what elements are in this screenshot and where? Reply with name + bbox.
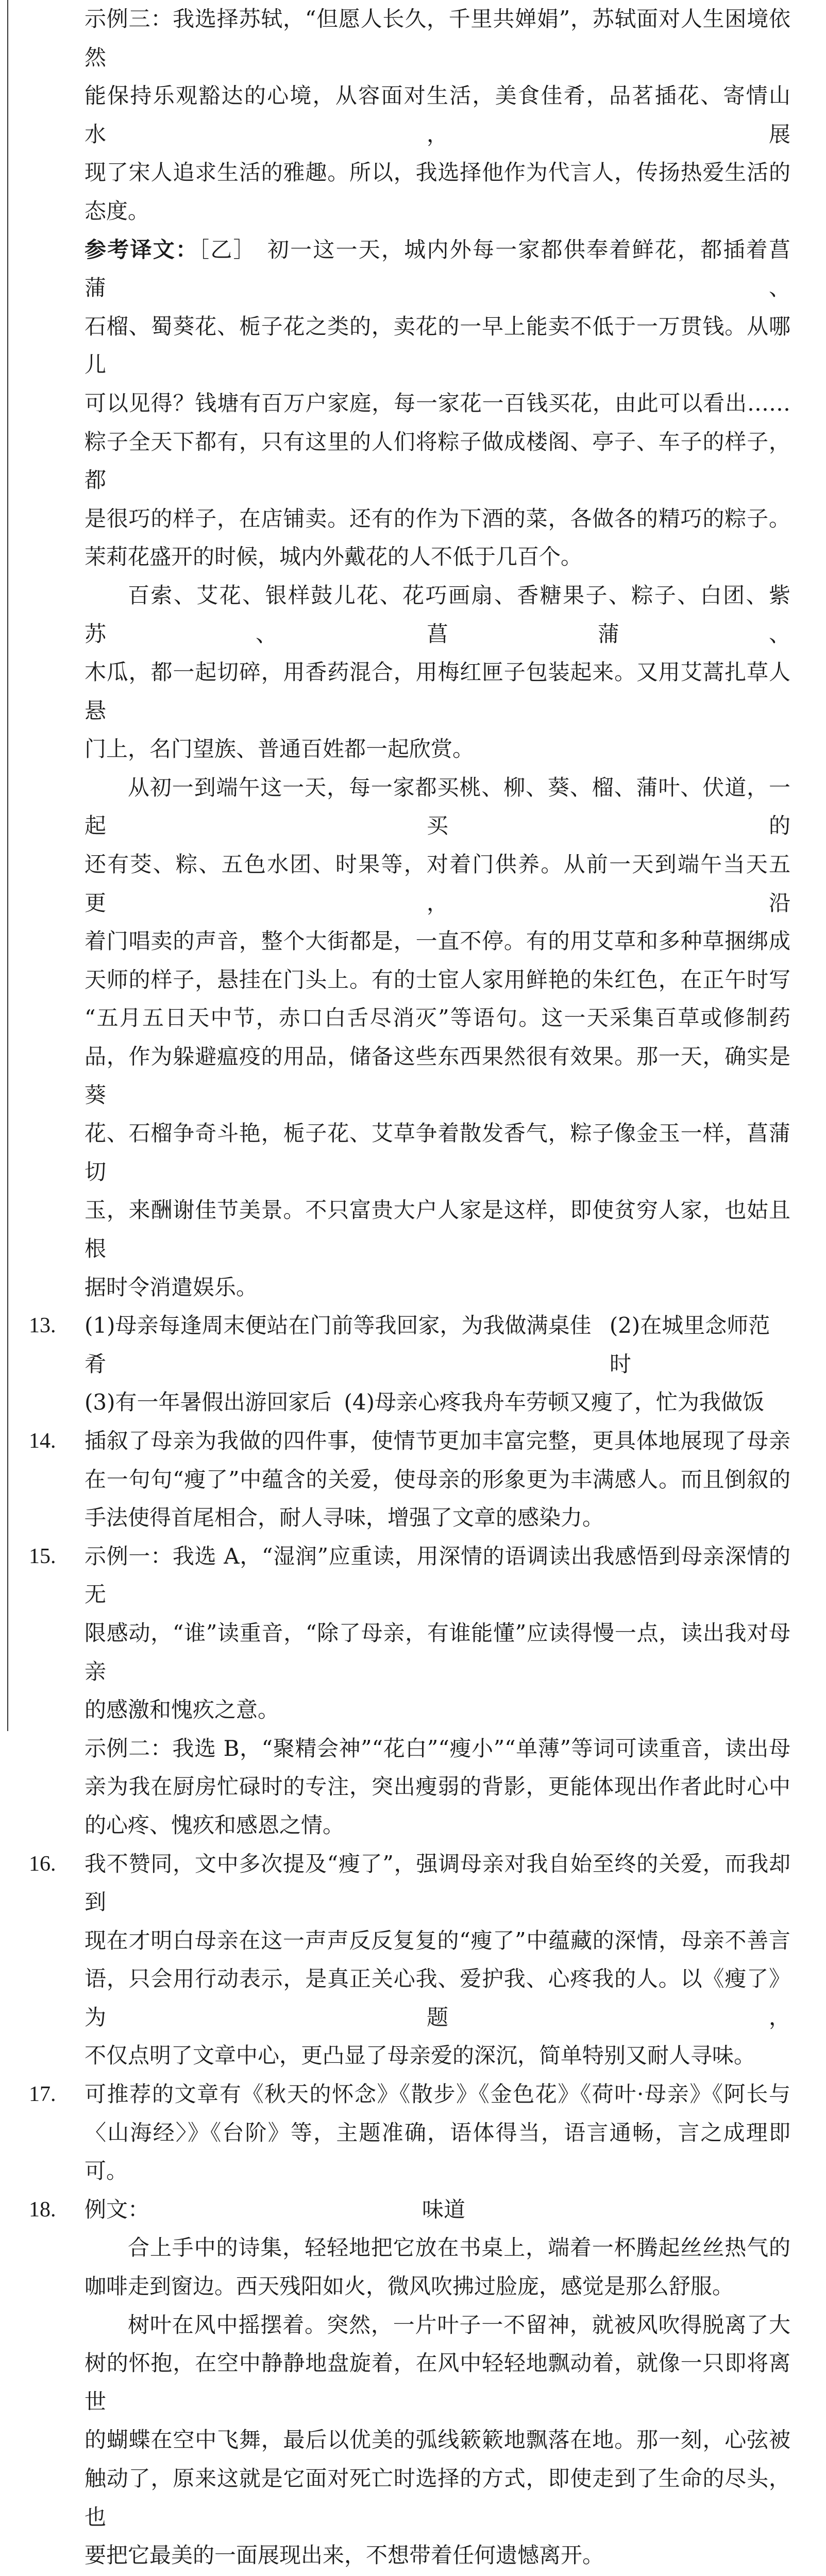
text-line: 合上手中的诗集，轻轻地把它放在书桌上，端着一杯腾起丝丝热气的 bbox=[128, 2235, 790, 2261]
reference-translation bbox=[85, 231, 790, 1307]
text-line: 茉莉花盛开的时候，城内外戴花的人不低于几百个。 bbox=[85, 544, 583, 570]
section-tag: ［乙］ bbox=[198, 236, 256, 262]
text-line: 是很巧的样子，在店铺卖。还有的作为下酒的菜，各做各的精巧的粽子。 bbox=[85, 505, 790, 531]
text-line: 语，只会用行动表示，是真正关心我、爱护我、心疼我的人。以《瘦了》为题， bbox=[85, 1966, 790, 2030]
answer-17 bbox=[29, 2075, 790, 2191]
text-line: “五月五日天中节，赤口白舌尽消灭”等语句。这一天采集百草或修制药 bbox=[85, 1005, 790, 1031]
question-number: 14. bbox=[29, 1429, 56, 1453]
text-line: 能保持乐观豁达的心境，从容面对生活，美食佳肴，品茗插花、寄情山水，展 bbox=[85, 83, 790, 147]
text-line: 可推荐的文章有《秋天的怀念》《散步》《金色花》《荷叶·母亲》《阿长与 bbox=[85, 2081, 790, 2107]
text-line: 据时令消遣娱乐。 bbox=[85, 1274, 258, 1300]
essay-label: 例文： bbox=[85, 2196, 150, 2222]
question-number: 17. bbox=[29, 2082, 56, 2107]
text-line: 示例一：我选 A，“湿润”应重读，用深情的语调读出我感悟到母亲深情的无 bbox=[85, 1543, 790, 1607]
text-line: 在一句句“瘦了”中蕴含的关爱，使母亲的形象更为丰满感人。而且倒叙的 bbox=[85, 1466, 790, 1492]
text-line: 亲为我在厨房忙碌时的专注，突出瘦弱的背影，更能体现出作者此时心中 bbox=[85, 1774, 790, 1800]
text-line: 天师的样子，悬挂在门头上。有的士宦人家用鲜艳的朱红色，在正午时写 bbox=[85, 967, 790, 992]
question-number: 13. bbox=[29, 1314, 56, 1338]
text-line: 现在才明白母亲在这一声声反反复复的“瘦了”中蕴藏的深情，母亲不善言 bbox=[85, 1927, 790, 1953]
text-line: 木瓜，都一起切碎，用香药混合，用梅红匣子包装起来。又用艾蒿扎草人悬 bbox=[85, 659, 790, 723]
text-line: 不仅点明了文章中心，更凸显了母亲爱的深沉，简单特别又耐人寻味。 bbox=[85, 2043, 756, 2069]
text-line: 品，作为躲避瘟疫的用品，储备这些东西果然很有效果。那一天，确实是葵 bbox=[85, 1044, 790, 1108]
essay-title-row bbox=[85, 2191, 790, 2229]
text-line: 粽子全天下都有，只有这里的人们将粽子做成楼阁、亭子、车子的样子，都 bbox=[85, 429, 790, 493]
essay-title: 味道 bbox=[422, 2196, 466, 2222]
question-number: 18. bbox=[29, 2197, 56, 2222]
text-line: 示例三：我选择苏轼，“但愿人长久，千里共婵娟”，苏轼面对人生困境依然 bbox=[85, 6, 790, 70]
text-line: 的感激和愧疚之意。 bbox=[85, 1697, 280, 1723]
text-line: 着门唱卖的声音，整个大街都是，一直不停。有的用艾草和多种草捆绑成 bbox=[85, 928, 790, 954]
text-line: 百索、艾花、银样鼓儿花、花巧画扇、香糖果子、粽子、白团、紫苏、菖蒲、 bbox=[85, 582, 790, 647]
text-line: 要把它最美的一面展现出来，不想带着任何遗憾离开。 bbox=[85, 2543, 604, 2568]
question-number: 15. bbox=[29, 1544, 56, 1568]
answer-13 bbox=[29, 1307, 790, 1422]
text-line: 插叙了母亲为我做的四件事，使情节更加丰富完整，更具体地展现了母亲 bbox=[85, 1428, 790, 1453]
answer-18 bbox=[29, 2191, 790, 2576]
text-line: 可以见得？钱塘有百万户家庭，每一家花一百钱买花，由此可以看出…… bbox=[85, 390, 790, 416]
question-number: 16. bbox=[29, 1852, 56, 1876]
text-line: 门上，名门望族、普通百姓都一起欣赏。 bbox=[85, 736, 475, 762]
text-line: 石榴、蜀葵花、栀子花之类的，卖花的一早上能卖不低于一万贯钱。从哪儿 bbox=[85, 313, 790, 378]
text-line: 树的怀抱，在空中静静地盘旋着，在风中轻轻地飘动着，就像一只即将离世 bbox=[85, 2350, 790, 2414]
answer-page bbox=[29, 0, 790, 2576]
text-line: 示例二：我选 B，“聚精会神”“花白”“瘦小”“单薄”等词可读重音，读出母 bbox=[85, 1735, 790, 1761]
text-line: (3)有一年暑假出游回家后 (4)母亲心疼我舟车劳顿又瘦了，忙为我做饭 bbox=[85, 1389, 764, 1415]
text-line: 〈山海经〉》《台阶》等，主题准确，语体得当，语言通畅，言之成理即可。 bbox=[85, 2120, 790, 2184]
text-line: 树叶在风中摇摆着。突然，一片叶子一不留神，就被风吹得脱离了大 bbox=[128, 2312, 790, 2337]
text-line: (1)母亲每逢周末便站在门前等我回家，为我做满桌佳肴 (2)在城里念师范时 bbox=[85, 1313, 770, 1377]
text-line: 手法使得首尾相合，耐人寻味，增强了文章的感染力。 bbox=[85, 1505, 604, 1531]
text-line: 现了宋人追求生活的雅趣。所以，我选择他作为代言人，传扬热爱生活的态度。 bbox=[85, 160, 790, 224]
answer-15 bbox=[29, 1537, 790, 1845]
text-line: 的蝴蝶在空中飞舞，最后以优美的弧线簌簌地飘落在地。那一刻，心弦被 bbox=[85, 2427, 790, 2453]
answer-14 bbox=[29, 1422, 790, 1537]
text-line: 玉，来酬谢佳节美景。不只富贵大户人家是这样，即使贫穷人家，也姑且根 bbox=[85, 1197, 790, 1261]
text-line: 参考译文：［乙］ 初一这一天，城内外每一家都供奉着鲜花，都插着菖蒲、 bbox=[85, 236, 790, 301]
text-line: 咖啡走到窗边。西天残阳如火，微风吹拂过脸庞，感觉是那么舒服。 bbox=[85, 2274, 734, 2299]
text-line: 限感动，“谁”读重音，“除了母亲，有谁能懂”应读得慢一点，读出我对母亲 bbox=[85, 1620, 790, 1684]
translation-label: 参考译文： bbox=[85, 236, 199, 262]
text-line: 花、石榴争奇斗艳，栀子花、艾草争着散发香气，粽子像金玉一样，菖蒲切 bbox=[85, 1121, 790, 1184]
text-line bbox=[85, 2575, 790, 2576]
left-margin-rule bbox=[7, 0, 8, 1731]
text-line: 从初一到端午这一天，每一家都买桃、柳、葵、榴、蒲叶、伏道，一起买的 bbox=[85, 774, 790, 839]
answer-16 bbox=[29, 1845, 790, 2076]
text-line: 我不赞同，文中多次提及“瘦了”，强调母亲对我自始至终的关爱，而我却到 bbox=[85, 1851, 790, 1915]
text-line: 的心疼、愧疚和感恩之情。 bbox=[85, 1812, 345, 1838]
text-line: 触动了，原来这就是它面对死亡时选择的方式，即使走到了生命的尽头，也 bbox=[85, 2466, 790, 2530]
text-line: 还有茭、粽、五色水团、时果等，对着门供养。从前一天到端午当天五更，沿 bbox=[85, 852, 790, 916]
yiwen-example-3 bbox=[85, 0, 790, 231]
